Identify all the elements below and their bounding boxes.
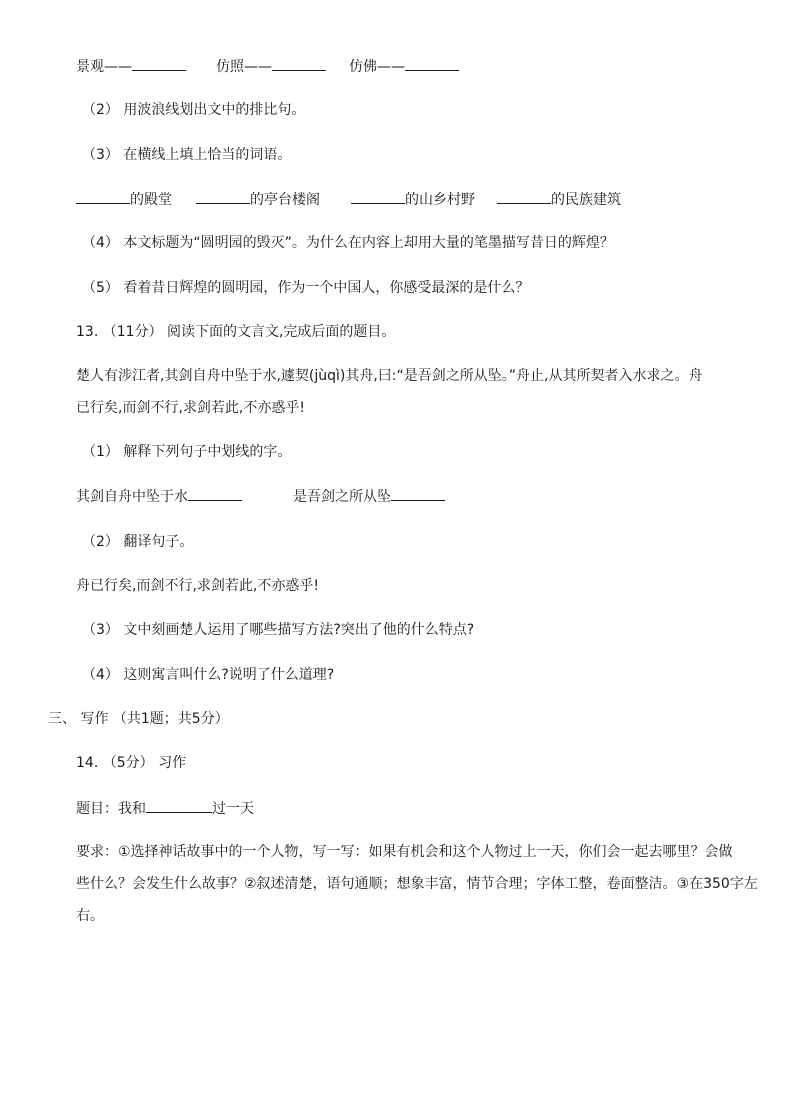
q13-header: 13. （11分） 阅读下面的文言文,完成后面的题目。 [76,324,396,340]
answer-blank[interactable] [188,486,242,501]
q14-header: 14. （5分） 习作 [76,755,187,771]
vocab-line-2 [216,56,326,77]
fill-item-1 [76,189,172,210]
q13-sub2: （2） 翻译句子。 [82,534,194,550]
fill-item-2 [196,189,320,210]
fill-item-3 [351,189,475,210]
q12-sub3: （3） 在横线上填上恰当的词语。 [82,147,292,163]
q13-sub4: （4） 这则寓言叫什么?说明了什么道理? [82,667,335,683]
explain-item-1 [76,486,242,507]
essay-topic [76,798,254,819]
fill-word: 的山乡村野 [405,192,475,208]
explain-item-2 [293,486,445,507]
answer-blank[interactable] [405,56,459,71]
explain-sentence: 是吾剑之所从坠 [293,489,391,505]
vocab-item-1: 景观—— [76,59,132,75]
q12-sub4: （4） 本文标题为“圆明园的毁灭”。为什么在内容上却用大量的笔墨描写昔日的辉煌？ [82,235,614,251]
fill-word: 的民族建筑 [551,192,621,208]
requirement-line-3: 右。 [76,908,104,924]
vocab-line [76,56,186,77]
q13-sub3: （3） 文中刻画楚人运用了哪些描写方法?突出了他的什么特点? [82,622,475,638]
topic-suffix: 过一天 [212,801,254,817]
q12-sub2: （2） 用波浪线划出文中的排比句。 [82,102,306,118]
vocab-item-3: 仿佛—— [349,59,405,75]
answer-blank[interactable] [146,798,212,813]
q13-sub1: （1） 解释下列句子中划线的字。 [82,444,292,460]
answer-blank[interactable] [76,189,130,204]
vocab-item-2: 仿照—— [216,59,272,75]
answer-blank[interactable] [272,56,326,71]
answer-blank[interactable] [132,56,186,71]
answer-blank[interactable] [391,486,445,501]
vocab-line-3 [349,56,459,77]
fill-item-4 [497,189,621,210]
passage-line-2: 已行矣,而剑不行,求剑若此,不亦惑乎! [76,400,305,416]
answer-blank[interactable] [351,189,405,204]
explain-sentence: 其剑自舟中坠于水 [76,489,188,505]
answer-blank[interactable] [497,189,551,204]
topic-prefix: 题目：我和 [76,801,146,817]
translate-sentence: 舟已行矣,而剑不行,求剑若此,不亦惑乎! [76,578,319,594]
q12-sub5: （5） 看着昔日辉煌的圆明园，作为一个中国人，你感受最深的是什么？ [82,280,530,296]
passage-line-1: 楚人有涉江者,其剑自舟中坠于水,遽契(jùqì)其舟,曰:“是吾剑之所从坠。”舟止,从其所契者入水求之。舟 [76,368,703,384]
section-title: 三、 写作 （共1题；共5分） [48,711,229,727]
fill-word: 的殿堂 [130,192,172,208]
requirement-line-2: 些什么？会发生什么故事？②叙述清楚，语句通顺；想象丰富，情节合理；字体工整，卷面整洁。③在350字左 [76,876,758,892]
requirement-line-1: 要求：①选择神话故事中的一个人物，写一写：如果有机会和这个人物过上一天，你们会一起去哪里？会做 [76,844,733,860]
answer-blank[interactable] [196,189,250,204]
fill-word: 的亭台楼阁 [250,192,320,208]
